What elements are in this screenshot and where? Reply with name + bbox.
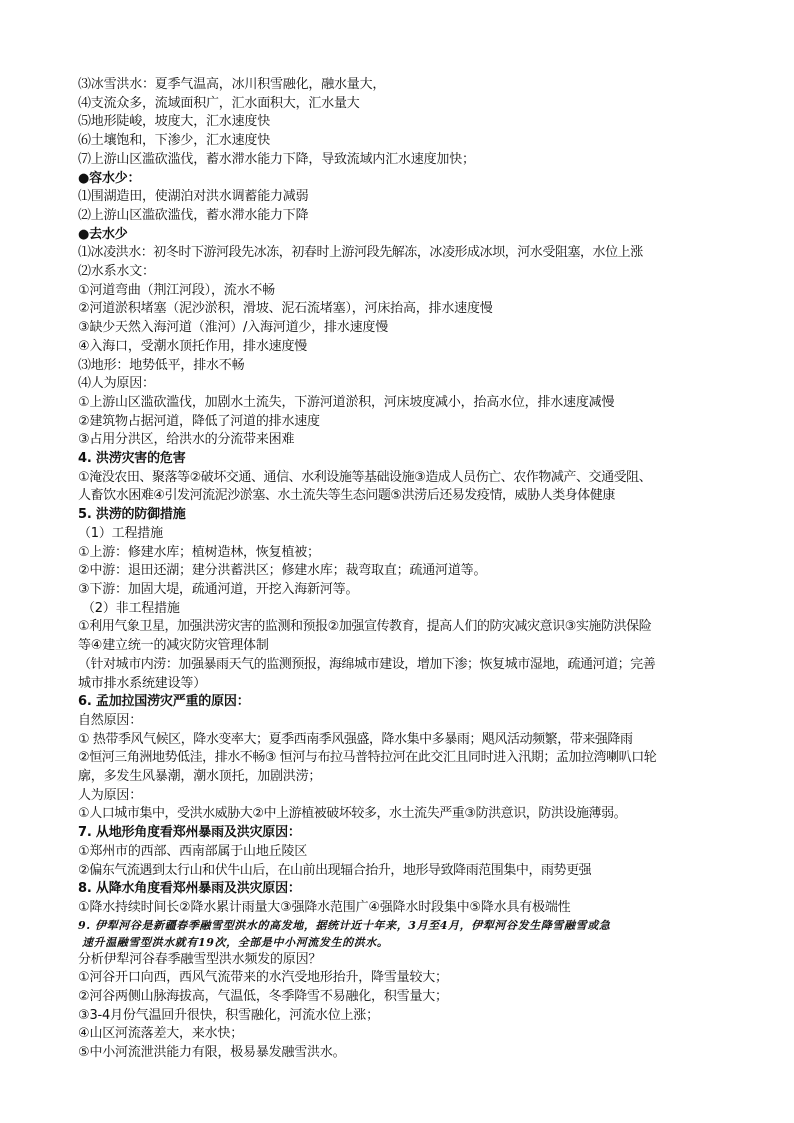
text-line: （1）工程措施 bbox=[78, 525, 163, 541]
text-line: ⑵水系水文： bbox=[78, 264, 155, 280]
text-line: ③占用分洪区，给洪水的分流带来困难 bbox=[78, 432, 295, 448]
text-line: ①上游：修建水库；植树造林，恢复植被； bbox=[78, 544, 320, 560]
section-heading: 5. 洪涝的防御措施 bbox=[78, 507, 186, 523]
text-line: 9. 伊犁河谷是新疆春季融雪型洪水的高发地，据统计近十年来，3月至4月，伊犁河谷发生降雪融雪或急 bbox=[78, 918, 611, 932]
text-line: ⑤中小河流泄洪能力有限，极易暴发融雪洪水。 bbox=[78, 1045, 346, 1061]
document-body bbox=[78, 76, 728, 1063]
section-heading: ●容水少： bbox=[78, 170, 141, 186]
text-line: 廓，多发生风暴潮，潮水顶托，加剧洪涝； bbox=[78, 769, 322, 785]
text-line: ⑸地形陡峻，坡度大，汇水速度快 bbox=[78, 114, 271, 130]
text-line: ①人口城市集中，受洪水威胁大②中上游植被破坏较多，水土流失严重③防洪意识，防洪设施薄弱。 bbox=[78, 806, 627, 822]
text-line: ⑷支流众多，流域面积广，汇水面积大，汇水量大 bbox=[78, 95, 360, 111]
text-line: （针对城市内涝：加强暴雨天气的监测预报，海绵城市建设，增加下渗；恢复城市湿地，疏通河道；完善 bbox=[78, 656, 656, 672]
text-line: ④山区河流落差大，来水快； bbox=[78, 1026, 244, 1042]
text-line: ⑹土壤饱和，下渗少，汇水速度快 bbox=[78, 133, 271, 149]
section-heading: 4. 洪涝灾害的危害 bbox=[78, 451, 186, 467]
text-line: 等④建立统一的减灾防灾管理体制 bbox=[78, 638, 269, 654]
text-line: 人畜饮水困难④引发河流泥沙淤塞、水土流失等生态问题⑤洪涝后还易发疫情，威胁人类身体健康 bbox=[78, 488, 615, 504]
text-line: 城市排水系统建设等） bbox=[78, 675, 207, 691]
section-heading: 7. 从地形角度看郑州暴雨及洪灾原因： bbox=[78, 825, 301, 841]
text-line: ①淹没农田、聚落等②破坏交通、通信、水利设施等基础设施③造成人员伤亡、农作物减产、交通受阻、 bbox=[78, 469, 652, 485]
text-line: 人为原因： bbox=[78, 787, 143, 803]
text-line: ①河谷开口向西，西风气流带来的水汽受地形抬升，降雪量较大； bbox=[78, 970, 448, 986]
text-line: ③3-4月份气温回升很快，积雪融化，河流水位上涨； bbox=[78, 1007, 379, 1023]
text-line: ①利用气象卫星，加强洪涝灾害的监测和预报②加强宣传教育，提高人们的防灾减灾意识③实施防洪保险 bbox=[78, 619, 652, 635]
text-line: ① 热带季风气候区，降水变率大；夏季西南季风强盛，降水集中多暴雨；飓风活动频繁，带来强降雨 bbox=[78, 731, 633, 747]
text-line: ①河道弯曲（荆江河段），流水不畅 bbox=[78, 282, 275, 298]
text-line: ②河谷两侧山脉海拔高，气温低，冬季降雪不易融化，积雪量大； bbox=[78, 989, 448, 1005]
text-line: ⑺上游山区滥砍滥伐，蓄水滞水能力下降，导致流域内汇水速度加快； bbox=[78, 151, 475, 167]
text-line: ②河道淤积堵塞（泥沙淤积，滑坡、泥石流堵塞），河床抬高，排水速度慢 bbox=[78, 301, 493, 317]
text-line: 自然原因： bbox=[78, 712, 143, 728]
text-line: 分析伊犁河谷春季融雪型洪水频发的原因？ bbox=[78, 951, 322, 967]
text-line: ④入海口，受潮水顶托作用，排水速度慢 bbox=[78, 338, 308, 354]
section-heading: 6. 孟加拉国涝灾严重的原因： bbox=[78, 694, 250, 710]
text-line: 速升温融雪型洪水就有19次，全部是中小河流发生的洪水。 bbox=[82, 935, 389, 949]
text-line: ⑶地形：地势低平，排水不畅 bbox=[78, 357, 245, 373]
text-line: ⑷人为原因： bbox=[78, 376, 155, 392]
section-heading: ●去水少 bbox=[78, 226, 128, 242]
text-line: ⑵上游山区滥砍滥伐，蓄水滞水能力下降 bbox=[78, 207, 309, 223]
text-line: ⑴围湖造田，使湖泊对洪水调蓄能力减弱 bbox=[78, 189, 309, 205]
text-line: ②偏东气流遇到太行山和伏牛山后，在山前出现辐合抬升，地形导致降雨范围集中，雨势更强 bbox=[78, 862, 592, 878]
text-line: ②中游：退田还湖；建分洪蓄洪区；修建水库；裁弯取直；疏通河道等。 bbox=[78, 563, 487, 579]
text-line: ②恒河三角洲地势低洼，排水不畅③ 恒河与布拉马普特拉河在此交汇且同时进入汛期；孟加拉湾喇叭口轮 bbox=[78, 750, 657, 766]
text-line: ①上游山区滥砍滥伐，加剧水土流失，下游河道淤积，河床坡度减小，抬高水位，排水速度减慢 bbox=[78, 394, 615, 410]
text-line: （2）非工程措施 bbox=[82, 600, 180, 616]
text-line: ①郑州市的西部、西南部属于山地丘陵区 bbox=[78, 843, 308, 859]
text-line: ③下游：加固大堤，疏通河道，开挖入海新河等。 bbox=[78, 581, 359, 597]
section-heading: 8. 从降水角度看郑州暴雨及洪灾原因： bbox=[78, 881, 301, 897]
text-line: ⑴冰凌洪水：初冬时下游河段先冰冻，初春时上游河段先解冻，冰凌形成冰坝，河水受阻塞，水位上涨 bbox=[78, 245, 643, 261]
text-line: ②建筑物占据河道，降低了河道的排水速度 bbox=[78, 413, 320, 429]
text-line: ③缺少天然入海河道（淮河）/入海河道少，排水速度慢 bbox=[78, 320, 389, 336]
text-line: ①降水持续时间长②降水累计雨量大③强降水范围广④强降水时段集中⑤降水具有极端性 bbox=[78, 899, 571, 915]
text-line: ⑶冰雪洪水：夏季气温高，冰川积雪融化，融水量大， bbox=[78, 77, 386, 92]
